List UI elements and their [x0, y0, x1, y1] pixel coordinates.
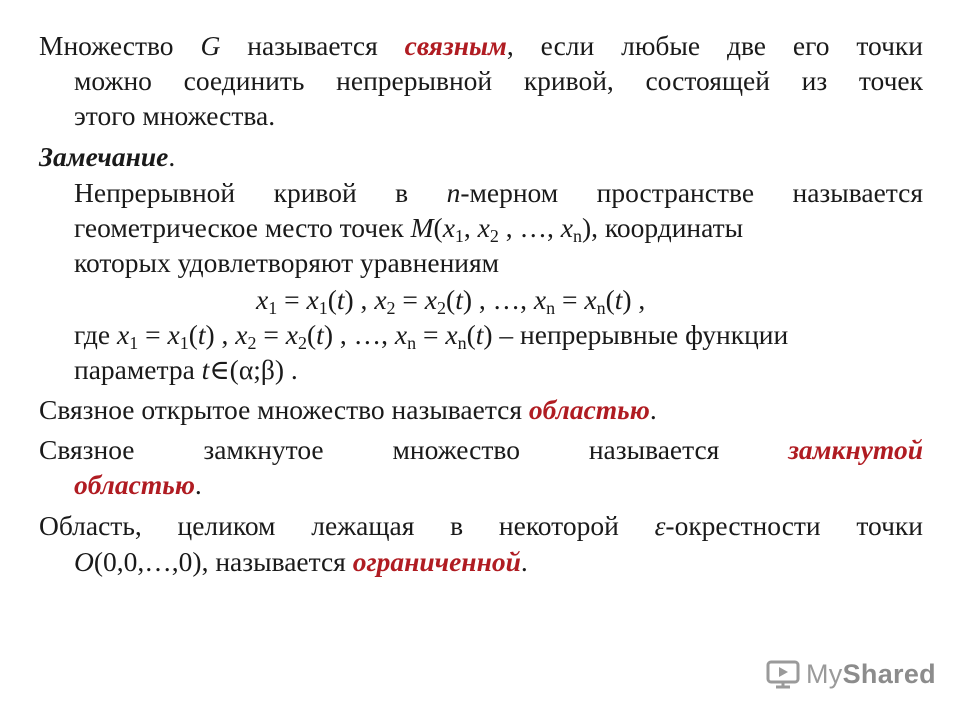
p2-line: Связное открытое множество называется областью. — [39, 394, 657, 425]
term-closed: замкнутой — [788, 434, 923, 465]
remark-line3: которых удовлетворяют уравнениям — [74, 247, 500, 278]
equations-line: $x_1 = x_1(t)$ , $x_2 = x_2(t)$ , …, $x_n = x_n(t)$ , — [256, 284, 646, 318]
remark-title: Замечание. — [39, 141, 176, 172]
presentation-icon — [766, 659, 800, 689]
p4-line1: Область, целиком лежащая в некоторой ε-окрестности точки — [39, 510, 923, 541]
term-connected: связным — [404, 30, 507, 61]
remark-line6: параметра t∈(α;β) . — [74, 354, 298, 385]
p1-line2: можно соединить непрерывной кривой, состоящей из точек — [74, 65, 923, 96]
term-domain-2: областью — [74, 469, 195, 500]
p3-line1: Связное замкнутое множество называется замкнутой — [39, 434, 923, 465]
p3-line2: областью. — [74, 469, 202, 500]
myshared-logo — [766, 656, 936, 692]
p4-line2: O(0,0,…,0), называется ограниченной. — [74, 546, 528, 577]
remark-line2: геометрическое место точек $M(x_1$, $x_2$ , …, $x_n$), координаты — [74, 212, 744, 246]
remark-line1: Непрерывной кривой в n-мерном пространстве называется — [74, 177, 923, 208]
term-bounded: ограниченной — [352, 546, 521, 577]
remark-line5: где $x_1 = x_1(t)$ , $x_2 = x_2(t)$ , …, $x_n = x_n(t)$ – непрерывные функции — [74, 319, 789, 353]
p1-line1: Множество G называется связным, если любые две его точки — [39, 30, 923, 61]
var-G: G — [200, 30, 221, 61]
term-domain: областью — [528, 394, 650, 425]
p1-line3: этого множества. — [74, 100, 276, 131]
logo-text: MyShared — [806, 658, 936, 689]
